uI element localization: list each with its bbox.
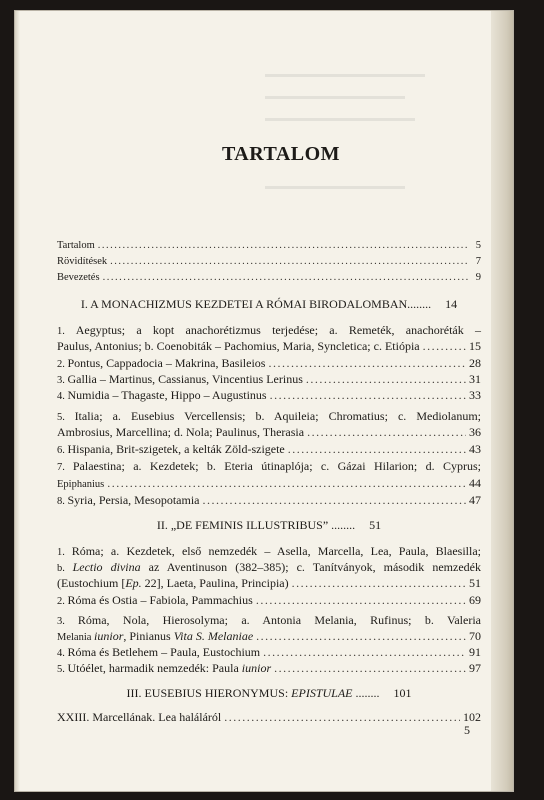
toc-entry-page: 7 xyxy=(475,256,481,267)
leader-dots xyxy=(423,339,466,354)
toc-entry[interactable] xyxy=(57,240,481,251)
toc-entry[interactable]: 2. Róma és Ostia – Fabiola, Pammachius ..... 69 xyxy=(57,593,481,608)
section-heading[interactable]: III. EUSEBIUS HIERONYMUS: EPISTULAE ........ 101 xyxy=(126,686,412,700)
page-edge xyxy=(491,11,513,791)
toc-entry-line[interactable]: 1. Róma; a. Kezdetek, első nemzedék – Asella, Marcella, Lea, Paula, Blaesilla; xyxy=(57,544,482,558)
leader-dots xyxy=(256,593,466,608)
leader-dots xyxy=(306,372,466,387)
toc-entry[interactable] xyxy=(57,256,481,267)
book-page xyxy=(14,10,514,792)
leader-dots xyxy=(274,661,466,676)
toc-entry-label: Rövidítések xyxy=(57,256,108,267)
leader-dots xyxy=(98,240,468,251)
bleed-through: ▬▬▬▬▬▬▬▬▬▬▬▬▬▬ xyxy=(265,181,405,192)
toc-entry[interactable]: 2. Pontus, Cappadocia – Makrina, Basileios ..... 28 xyxy=(57,356,481,371)
toc-entry[interactable]: Melania iunior, Pinianus Vita S. Melaniae ..... 70 xyxy=(57,629,481,644)
leader-dots xyxy=(263,645,466,660)
toc-entry[interactable]: 5. Utóélet, harmadik nemzedék: Paula iunior ..... 97 xyxy=(57,661,481,676)
toc-entry[interactable]: (Eustochium [Ep. 22], Laeta, Paulina, Principia) ..... 51 xyxy=(57,576,481,591)
toc-entry-page: 9 xyxy=(475,272,481,283)
toc-entry-line[interactable]: 7. Palaestina; a. Kezdetek; b. Eteria útinaplója; c. Gázai Hilarion; d. Cyprus; xyxy=(57,459,481,473)
toc-entry-page: 5 xyxy=(475,240,481,251)
leader-dots xyxy=(270,388,466,403)
leader-dots xyxy=(103,272,468,283)
toc-entry-line[interactable]: 3. Róma, Nola, Hierosolyma; a. Antonia Melania, Rufinus; b. Valeria xyxy=(57,613,481,627)
leader-dots xyxy=(107,476,466,491)
toc-entry[interactable]: XXIII. Marcellának. Lea haláláról ..... 102 xyxy=(57,710,481,725)
toc-entry-line[interactable]: 1. Aegyptus; a kopt anachorétizmus terjedése; a. Remeték, anachoréták – xyxy=(57,323,482,337)
toc-entry[interactable]: 4. Numidia – Thagaste, Hippo – Augustinus ..... 33 xyxy=(57,388,481,403)
toc-entry[interactable]: Paulus, Antonius; b. Coenobiták – Pachomius, Maria, Syncletica; c. Etiópia ..... 15 xyxy=(57,339,481,354)
leader-dots xyxy=(268,356,466,371)
section-heading-label: I. A MONACHIZMUS KEZDETEI A RÓMAI BIRODALOMBAN xyxy=(80,297,408,311)
section-heading-page: 14 xyxy=(445,297,458,311)
page-title: TARTALOM xyxy=(221,143,341,165)
toc-entry-label: Tartalom xyxy=(57,240,95,251)
page-number: 5 xyxy=(464,723,470,737)
toc-entry[interactable]: 4. Róma és Betlehem – Paula, Eustochium ..... 91 xyxy=(57,645,481,660)
leader-dots xyxy=(292,576,466,591)
bleed-through: ▬▬▬▬▬▬▬▬▬▬▬▬▬▬ xyxy=(265,91,405,102)
bleed-through: ▬▬▬▬▬▬▬▬▬▬▬▬▬▬▬▬ xyxy=(265,69,425,80)
toc-entry-line[interactable]: 5. Italia; a. Eusebius Vercellensis; b. Aquileia; Chromatius; c. Mediolanum; xyxy=(57,409,482,423)
toc-entry[interactable] xyxy=(57,272,481,283)
leader-dots xyxy=(202,493,466,508)
page-gutter-shadow xyxy=(15,11,20,791)
leader-dots xyxy=(256,629,466,644)
section-heading[interactable]: II. „DE FEMINIS ILLUSTRIBUS” ........ 51 xyxy=(156,518,382,532)
toc-entry-label: Bevezetés xyxy=(57,272,100,283)
toc-entry[interactable]: Ambrosius, Marcellina; d. Nola; Paulinus, Therasia ..... 36 xyxy=(57,425,481,440)
toc-entry[interactable]: Epiphanius ..... 44 xyxy=(57,476,481,491)
leader-dots xyxy=(288,442,466,457)
leader-dots xyxy=(307,425,466,440)
toc-entry[interactable]: 8. Syria, Persia, Mesopotamia ..... 47 xyxy=(57,493,481,508)
section-heading[interactable]: I. A MONACHIZMUS KEZDETEI A RÓMAI BIRODALOMBAN........ 14 xyxy=(80,297,458,311)
toc-entry[interactable]: 3. Gallia – Martinus, Cassianus, Vincentius Lerinus ..... 31 xyxy=(57,372,481,387)
leader-dots xyxy=(110,256,468,267)
toc-entry[interactable]: 6. Hispania, Brit-szigetek, a kelták Zöld-szigete ..... 43 xyxy=(57,442,481,457)
bleed-through: ▬▬▬▬▬▬▬▬▬▬▬▬▬▬▬ xyxy=(265,113,415,124)
toc-entry-line[interactable]: b. Lectio divina az Aventinuson (382–385); c. Tanítványok, második nemzedék xyxy=(57,560,481,574)
leader-dots xyxy=(224,710,460,725)
